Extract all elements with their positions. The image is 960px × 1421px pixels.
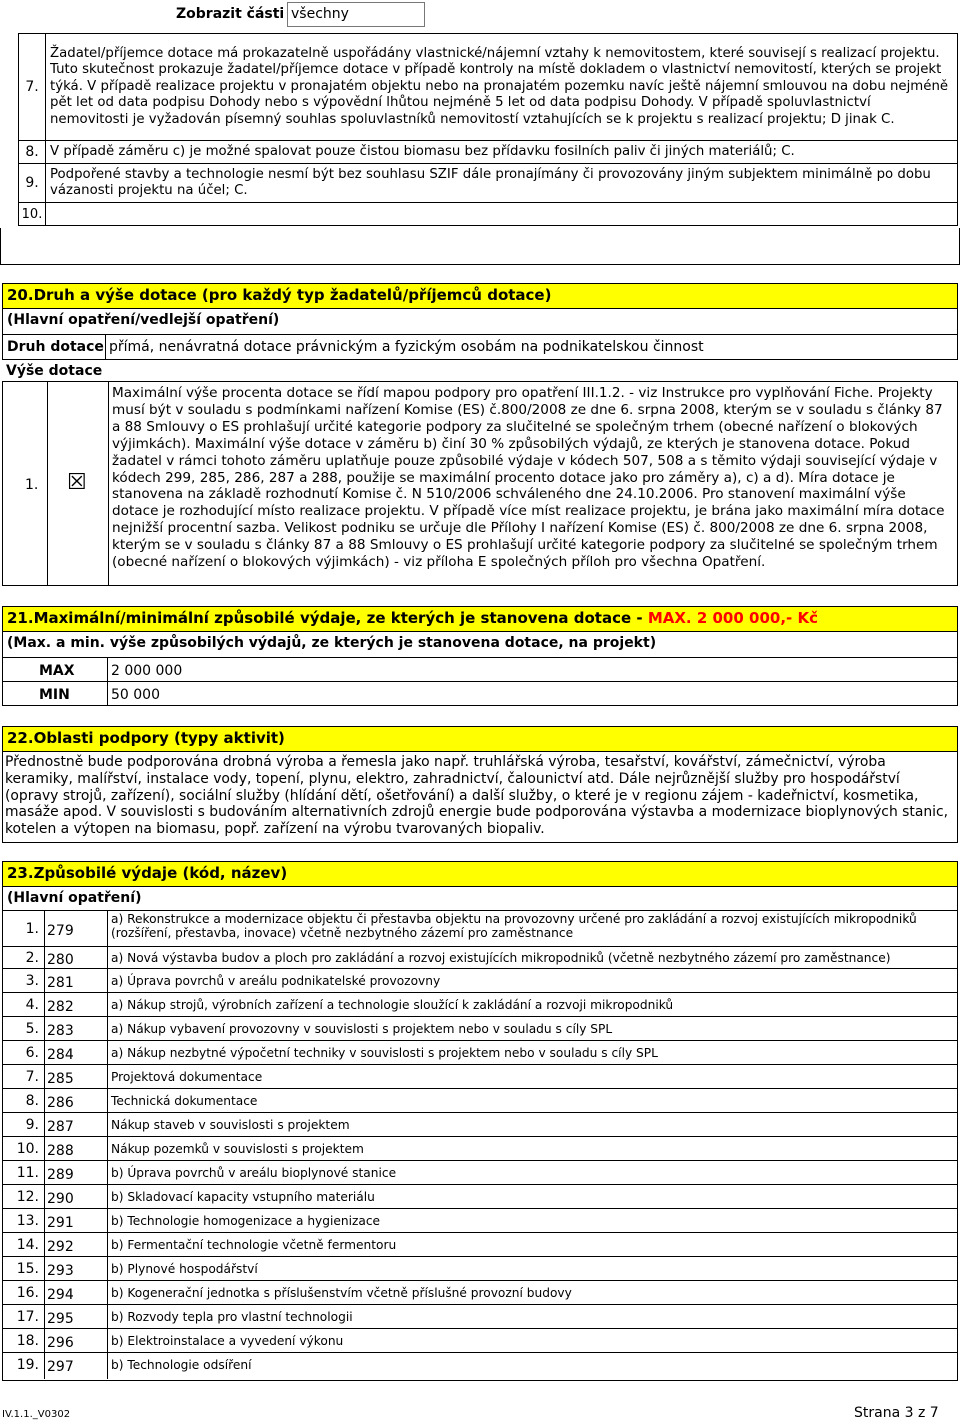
expense-name: a) Nákup vybavení provozovny v souvislosti s projektem nebo v souladu s cíly SPL — [111, 1022, 613, 1036]
show-parts-select[interactable]: všechny — [287, 2, 425, 27]
expense-name: a) Úprava povrchů v areálu podnikatelské provozovny — [111, 974, 441, 988]
row-number: 1. — [25, 921, 39, 937]
expense-name: Nákup pozemků v souvislosti s projektem — [111, 1142, 364, 1156]
condition-number: 10. — [19, 203, 46, 226]
expense-code: 293 — [47, 1263, 74, 1279]
table-row — [3, 1281, 957, 1305]
row-number: 8. — [25, 1093, 39, 1109]
condition-number: 9. — [19, 164, 46, 203]
expense-name: b) Technologie odsíření — [111, 1358, 252, 1372]
condition-text: Žadatel/příjemce dotace má prokazatelně uspořádány vlastnické/nájemní vztahy k nemovitostem, které souvisejí s realizací projektu. Tuto skutečnost prokazuje žadatel/příjemce dotace v případě kontroly na místě dokladem o vlastnictví nemovitostí, kterých se projekt týká. V případě realizace projektu v pronajatém objektu nebo na pronajatém pozemku navíc ještě nájemní smlouvou na dobu nejméně pět let od data podpisu Dohody nebo s výpovědní lhůtou nejméně 5 let od data podpisu Dohody. V případě spoluvlastnictví nemovitosti je vyžadován písemný souhlas spoluvlastníků nemovitostí vztahujících se k projektu s realizací projektu; D jinak C. — [46, 34, 958, 141]
expense-code: 281 — [47, 975, 74, 991]
section-21-title-text: 21.Maximální/minimální způsobilé výdaje, ze kterých je stanovena dotace - — [7, 609, 648, 627]
divider — [3, 681, 957, 682]
expense-code: 282 — [47, 999, 74, 1015]
expense-name: Projektová dokumentace — [111, 1070, 263, 1084]
expense-name: b) Skladovací kapacity vstupního materiálu — [111, 1190, 375, 1204]
expense-code: 288 — [47, 1143, 74, 1159]
footer-code: IV.1.1._V0302 — [2, 1409, 71, 1420]
expense-name: Nákup staveb v souvislosti s projektem — [111, 1118, 350, 1132]
row-number: 18. — [16, 1333, 39, 1349]
vyse-text: Maximální výše procenta dotace se řídí mapou podpory pro opatření III.1.2. - viz Instrukce pro vyplňování Fiche. Projekty musí být v souladu s podmínkami nařízení Komise (ES) č.800/2008 ze dne 6. srpna 2008, kterým se v souladu s články 87 a 88 Smlouvy o ES prohlašují určité kategorie podpory za slučitelné se společným trhem (obecné nařízení o blokových výjimkách). Maximální výše dotace v záměru b) činí 30 % způsobilých výdajů, ze kterých je stanovena dotace. Pokud žadatel v rámci tohoto záměru uplatňuje pouze způsobilé výdaje v kódech 507, 508 a s těmito výdaji související výdaje v kódech 299, 285, 286, 287 a 288, použije se maximální procento dotace jako pro záměry a), c) a d). Míra dotace je stanovena na základě rozhodnutí Komise č. N 510/2006 schváleného dne 24.10.2006. Pro stanovení maximální výše dotace je rozhodující místo realizace projektu. V případě více míst realizace projektu, je brána jako maximální míra dotace nejnižší procentní sazba. Velikost podniku se určuje dle Přílohy I nařízení Komise (ES) č. 800/2008 ze dne 6. srpna 2008, kterým se v souladu s články 87 a 88 Smlouvy o ES prohlašují určité kategorie podpory za slučitelné se společným trhem (obecné nařízení o blokových výjimkách) - viz příloha E společných příloh pro všechna Opatření. — [112, 385, 945, 571]
table-row — [3, 993, 957, 1017]
table-row — [3, 1113, 957, 1137]
section-23-title: 23.Způsobilé výdaje (kód, název) — [2, 861, 958, 887]
expense-name: b) Kogenerační jednotka s příslušenstvím včetně příslušné provozní budovy — [111, 1286, 572, 1300]
show-parts-label: Zobrazit části — [176, 6, 285, 22]
section-20-subtitle: (Hlavní opatření/vedlejší opatření) — [2, 309, 958, 335]
expense-code: 294 — [47, 1287, 74, 1303]
vyse-row — [2, 381, 958, 586]
table-row — [3, 911, 957, 947]
empty-row — [0, 228, 960, 265]
min-label: MIN — [39, 687, 70, 703]
condition-row-10 — [19, 203, 958, 226]
divider — [108, 382, 109, 585]
expense-name: a) Nákup strojů, výrobních zařízení a technologie sloužící k zakládání a rozvoji mikropodniků — [111, 998, 674, 1012]
divider — [105, 335, 106, 359]
row-number: 2. — [25, 950, 39, 966]
conditions-table — [18, 33, 958, 226]
expense-code: 280 — [47, 952, 74, 968]
table-row — [3, 1137, 957, 1161]
section-22-title: 22.Oblasti podpory (typy aktivit) — [2, 726, 958, 752]
table-row — [3, 1065, 957, 1089]
expense-name: Technická dokumentace — [111, 1094, 258, 1108]
condition-number: 7. — [19, 34, 46, 141]
expense-code: 289 — [47, 1167, 74, 1183]
expense-code: 286 — [47, 1095, 74, 1111]
table-row — [3, 1257, 957, 1281]
expense-code: 292 — [47, 1239, 74, 1255]
section-22-box — [2, 752, 958, 843]
expense-code: 285 — [47, 1071, 74, 1087]
row-number: 10. — [16, 1141, 39, 1157]
table-row — [3, 969, 957, 993]
page-number: Strana 3 z 7 — [854, 1405, 939, 1421]
row-number: 17. — [16, 1309, 39, 1325]
vyse-label: Výše dotace — [6, 363, 103, 379]
expense-code: 283 — [47, 1023, 74, 1039]
table-row — [3, 1329, 957, 1353]
table-row — [3, 1041, 957, 1065]
row-number: 4. — [25, 997, 39, 1013]
expense-code: 290 — [47, 1191, 74, 1207]
row-number: 3. — [25, 973, 39, 989]
druh-label: Druh dotace — [7, 339, 104, 355]
expense-code: 279 — [47, 923, 74, 939]
row-number: 19. — [16, 1357, 39, 1373]
expense-code: 287 — [47, 1119, 74, 1135]
expense-name: b) Plynové hospodářství — [111, 1262, 258, 1276]
condition-text — [46, 203, 958, 226]
condition-row-8 — [19, 141, 958, 164]
expense-code: 295 — [47, 1311, 74, 1327]
row-number: 13. — [16, 1213, 39, 1229]
expense-name: b) Fermentační technologie včetně fermentoru — [111, 1238, 397, 1252]
table-row — [3, 1089, 957, 1113]
row-number: 16. — [16, 1285, 39, 1301]
table-row — [3, 1017, 957, 1041]
condition-text: Podpořené stavby a technologie nesmí být bez souhlasu SZIF dále pronajímány či provozovány jiným subjektem minimálně po dobu vázanosti projektu na účel; C. — [46, 164, 958, 203]
section-22-text: Přednostně bude podporována drobná výroba a řemesla jako např. truhlářská výroba, tesařství, kovářství, zámečnictví, výroba keramiky, malířství, instalace vody, topení, plynu, elektro, zahradnictví, čalounictví atd. Dále nejrůznější služby pro hospodářství (opravy strojů, zařízení), sociální služby (hlídání dětí, ošetřování) a další služby, o které je v regionu zájem - kadeřnictví, kosmetika, masáže apod. V souvislosti s budováním alternativních zdrojů energie bude podporována výstavba a modernizace bioplynových stanic, kotelen a výtopen na biomasu, popř. zařízení na výrobu tvarovaných biopaliv. — [5, 754, 949, 838]
expense-name: a) Nákup nezbytné výpočetní techniky v souvislosti s projektem nebo v souladu s cíly SPL — [111, 1046, 658, 1060]
expense-code: 296 — [47, 1335, 74, 1351]
druh-value: přímá, nenávratná dotace právnickým a fyzickým osobám na podnikatelskou činnost — [109, 339, 704, 355]
min-value: 50 000 — [111, 687, 160, 703]
expense-name: b) Úprava povrchů v areálu bioplynové stanice — [111, 1166, 397, 1180]
row-number: 6. — [25, 1045, 39, 1061]
expense-code: 284 — [47, 1047, 74, 1063]
condition-row-9 — [19, 164, 958, 203]
expense-name: b) Technologie homogenizace a hygienizace — [111, 1214, 381, 1228]
row-number: 7. — [25, 1069, 39, 1085]
row-number: 5. — [25, 1021, 39, 1037]
row-number: 12. — [16, 1189, 39, 1205]
checked-box-icon[interactable]: ☒ — [67, 470, 87, 495]
expense-code: 291 — [47, 1215, 74, 1231]
max-min-table — [2, 658, 958, 706]
eligible-expenses-table — [2, 911, 958, 1381]
section-20-title: 20.Druh a výše dotace (pro každý typ žadatelů/příjemců dotace) — [2, 283, 958, 309]
section-21-subtitle: (Max. a min. výše způsobilých výdajů, ze kterých je stanovena dotace, na projekt) — [2, 632, 958, 658]
table-row — [3, 1209, 957, 1233]
table-row — [3, 1233, 957, 1257]
row-number: 9. — [25, 1117, 39, 1133]
expense-name: a) Nová výstavba budov a ploch pro zakládání a rozvoj existujících mikropodniků (včetně nezbytného zázemí pro zaměstnance) — [111, 951, 891, 965]
row-number: 11. — [16, 1165, 39, 1181]
condition-row-7 — [19, 34, 958, 141]
condition-text: V případě záměru c) je možné spalovat pouze čistou biomasu bez přídavku fosilních paliv či jiných materiálů; C. — [46, 141, 958, 164]
table-row — [3, 1353, 957, 1377]
row-number: 14. — [16, 1237, 39, 1253]
expense-name: a) Rekonstrukce a modernizace objektu či přestavba objektu na provozovny určené pro zakládání a rozvoj existujících mikropodniků (rozšíření, přestavba, inovace) včetně nezbytného zázemí pro zaměstnance — [111, 912, 917, 940]
expense-code: 297 — [47, 1359, 74, 1375]
table-row — [3, 947, 957, 969]
expense-name: b) Rozvody tepla pro vlastní technologii — [111, 1310, 353, 1324]
max-label: MAX — [39, 663, 75, 679]
table-row — [3, 1305, 957, 1329]
divider — [47, 382, 48, 585]
table-row — [3, 1161, 957, 1185]
condition-number: 8. — [19, 141, 46, 164]
vyse-row-number: 1. — [25, 477, 39, 493]
section-21-title — [2, 606, 958, 632]
row-number: 15. — [16, 1261, 39, 1277]
table-row — [3, 1185, 957, 1209]
druh-row — [2, 335, 958, 360]
section-23-subtitle: (Hlavní opatření) — [2, 887, 958, 911]
max-value: 2 000 000 — [111, 663, 183, 679]
section-21-max-amount: MAX. 2 000 000,- Kč — [647, 609, 818, 627]
expense-name: b) Elektroinstalace a vyvedení výkonu — [111, 1334, 344, 1348]
